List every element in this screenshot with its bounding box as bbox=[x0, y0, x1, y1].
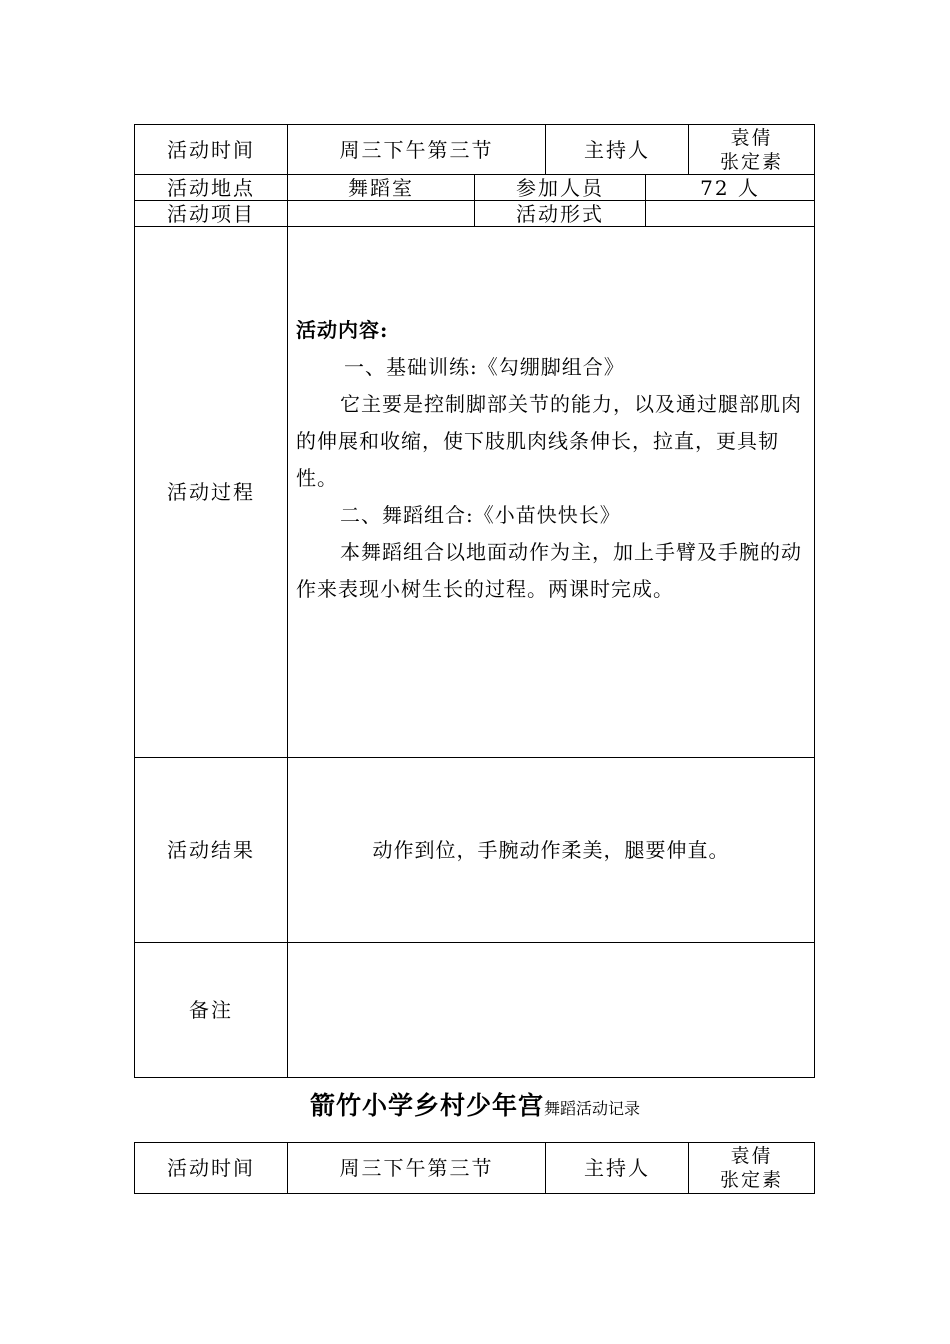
place-label: 活动地点 bbox=[167, 175, 255, 200]
remark-label: 备注 bbox=[189, 998, 233, 1022]
host-names bbox=[689, 125, 814, 174]
process-paragraph-1: 它主要是控制脚部关节的能力，以及通过腿部肌肉的伸展和收缩，使下肢肌肉线条伸长，拉直，更具韧性。 bbox=[296, 392, 802, 490]
table-border bbox=[814, 1142, 815, 1194]
process-paragraph-2: 本舞蹈组合以地面动作为主，加上手臂及手腕的动作来表现小树生长的过程。两课时完成。 bbox=[296, 540, 802, 601]
host-label: 主持人 bbox=[584, 1156, 650, 1180]
form-label: 活动形式 bbox=[516, 201, 604, 226]
host-name-1: 袁倩 bbox=[730, 1144, 773, 1167]
process-heading: 活动内容: bbox=[296, 318, 389, 342]
record-subtitle: 舞蹈活动记录 bbox=[544, 1099, 641, 1118]
result-value: 动作到位，手腕动作柔美，腿要伸直。 bbox=[372, 838, 730, 862]
table-border bbox=[134, 1077, 815, 1078]
school-title: 箭竹小学乡村少年宫 bbox=[309, 1091, 544, 1120]
host-name-1: 袁倩 bbox=[730, 126, 773, 149]
host-name-2: 张定素 bbox=[719, 150, 783, 173]
time-label: 活动时间 bbox=[167, 1156, 255, 1180]
host-names bbox=[689, 1143, 814, 1193]
host-name-2: 张定素 bbox=[719, 1168, 783, 1191]
table-border bbox=[134, 1193, 815, 1194]
participants-value: 72 人 bbox=[700, 175, 760, 200]
item-label: 活动项目 bbox=[167, 201, 255, 226]
table-border bbox=[814, 124, 815, 1078]
item-value bbox=[288, 201, 474, 226]
process-line-1: 一、基础训练:《勾绷脚组合》 bbox=[344, 355, 625, 379]
time-value: 周三下午第三节 bbox=[339, 1156, 494, 1180]
process-content bbox=[296, 312, 808, 608]
form-value bbox=[646, 201, 814, 226]
participants-label: 参加人员 bbox=[516, 175, 604, 200]
remark-value bbox=[288, 943, 814, 1077]
page-title bbox=[0, 1086, 950, 1122]
result-label: 活动结果 bbox=[167, 838, 255, 862]
process-line-2: 二、舞蹈组合:《小苗快快长》 bbox=[340, 503, 621, 527]
process-label: 活动过程 bbox=[167, 480, 255, 504]
host-label: 主持人 bbox=[584, 137, 650, 162]
place-value: 舞蹈室 bbox=[348, 175, 414, 200]
time-value: 周三下午第三节 bbox=[339, 137, 494, 162]
time-label: 活动时间 bbox=[167, 137, 255, 162]
